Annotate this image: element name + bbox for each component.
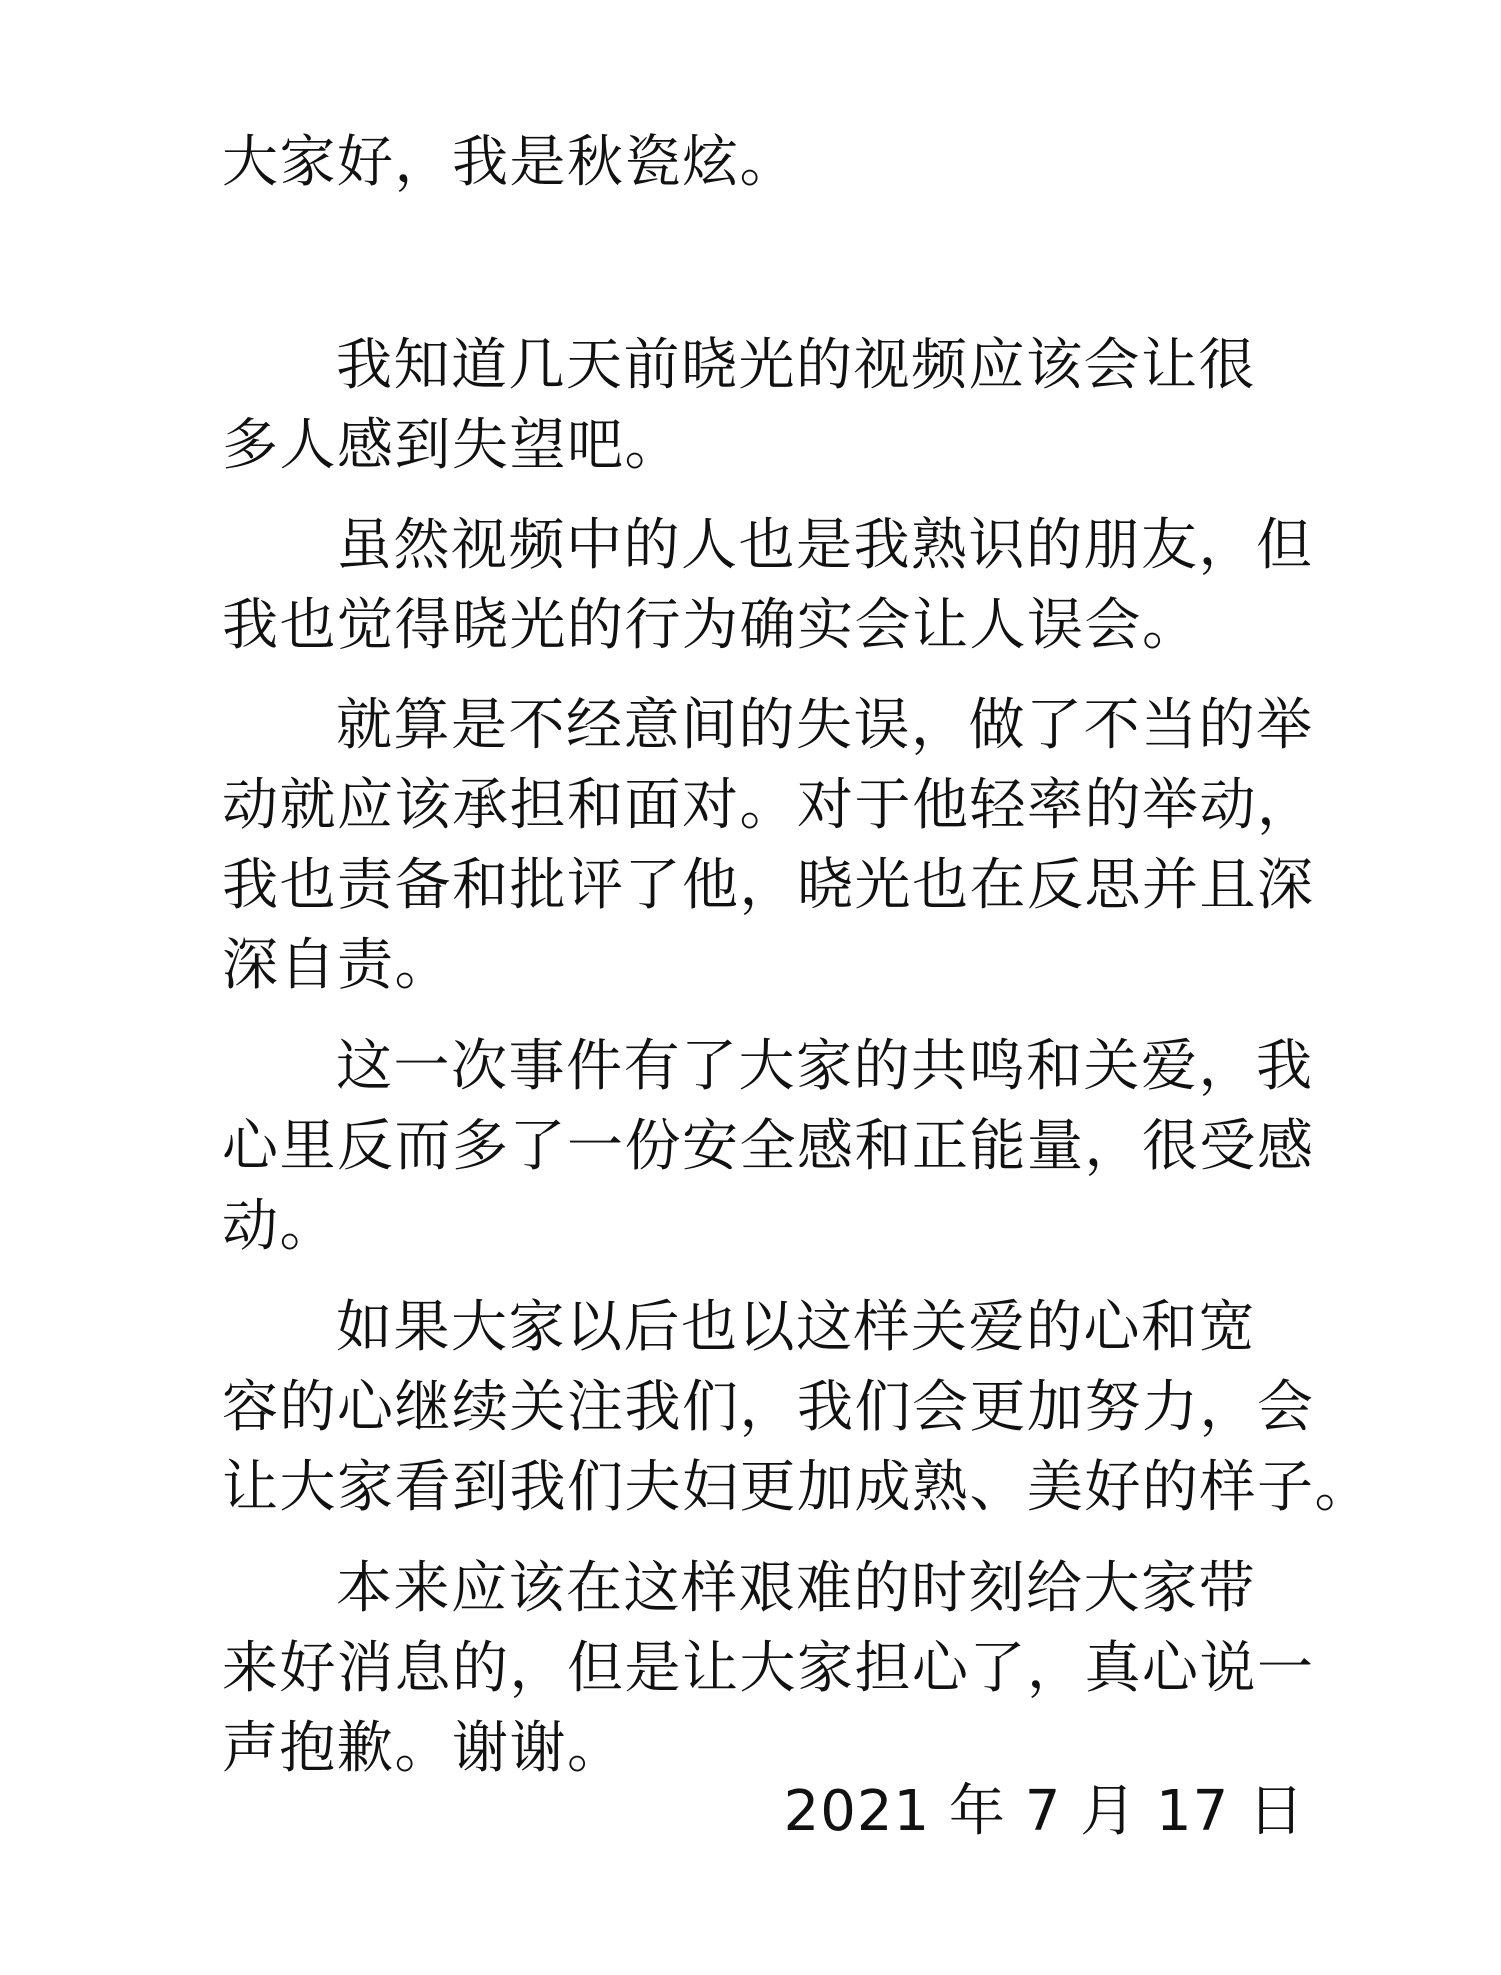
paragraph-line: 多人感到失望吧。 <box>222 413 682 478</box>
paragraph-line: 我也责备和批评了他，晓光也在反思并且深 <box>222 853 1315 918</box>
paragraph-line: 我也觉得晓光的行为确实会让人误会。 <box>222 593 1200 658</box>
paragraph-line: 这一次事件有了大家的共鸣和关爱，我 <box>336 1034 1314 1099</box>
paragraph-line: 心里反而多了一份安全感和正能量，很受感 <box>222 1114 1315 1179</box>
paragraph-line: 来好消息的，但是让大家担心了，真心说一 <box>222 1636 1315 1701</box>
paragraph-line: 如果大家以后也以这样关爱的心和宽 <box>336 1295 1256 1360</box>
signature-date: 2021 年 7 月 17 日 <box>783 1779 1305 1844</box>
paragraph-line: 动。 <box>222 1194 337 1259</box>
paragraph-line: 我知道几天前晓光的视频应该会让很 <box>336 333 1256 398</box>
paragraph-line: 深自责。 <box>222 933 452 998</box>
paragraph-line: 让大家看到我们夫妇更加成熟、美好的样子。 <box>222 1455 1372 1520</box>
paragraph-line: 虽然视频中的人也是我熟识的朋友，但 <box>336 513 1314 578</box>
paragraph-line: 本来应该在这样艰难的时刻给大家带 <box>336 1556 1256 1621</box>
paragraph-line: 容的心继续关注我们，我们会更加努力，会 <box>222 1375 1315 1440</box>
paragraph-line: 动就应该承担和面对。对于他轻率的举动， <box>222 773 1315 838</box>
paragraph-line: 声抱歉。谢谢。 <box>222 1716 625 1781</box>
paragraph-line: 就算是不经意间的失误，做了不当的举 <box>336 693 1314 758</box>
greeting-line: 大家好，我是秋瓷炫。 <box>222 130 797 195</box>
